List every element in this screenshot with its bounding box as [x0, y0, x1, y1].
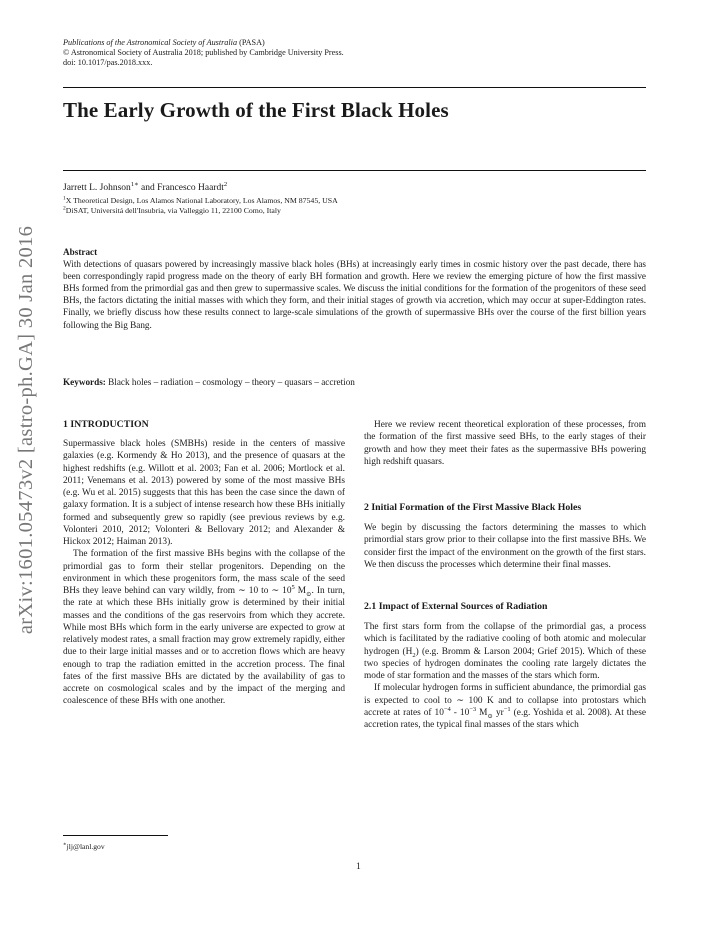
author-2-marks: 2 [223, 180, 228, 188]
arxiv-stamp: arXiv:1601.05473v2 [astro-ph.GA] 30 Jan 2016 [15, 225, 37, 635]
footnote-rule [63, 835, 168, 836]
journal-header [63, 38, 344, 68]
journal-name: Publications of the Astronomical Society of Australia [63, 38, 238, 47]
paper-title: The Early Growth of the First Black Holes [63, 98, 449, 122]
copyright-line: © Astronomical Society of Australia 2018; published by Cambridge University Press. [63, 48, 344, 57]
affiliations [63, 196, 338, 215]
footnote [63, 842, 105, 851]
keywords [63, 377, 646, 387]
right-column [364, 419, 646, 731]
keywords-label: Keywords: [63, 377, 106, 387]
section-2-paragraph: We begin by discussing the factors determining the masses to which primordial stars grow prior to their collapse into the first massive BHs. We consider first the impact of the environment on the growth of the first stars. We then discuss the processes which determine their final masses. [364, 523, 646, 570]
author-1-marks: 1∗ [130, 180, 139, 188]
keywords-text: Black holes – radiation – cosmology – theory – quasars – accretion [105, 377, 355, 387]
abstract [63, 246, 646, 331]
top-rule [63, 87, 646, 88]
title-rule [63, 170, 646, 171]
affiliation-1: $^1$X Theoretical Design, Los Alamos National Laboratory, Los Alamos, NM 87545, USA [63, 195, 338, 205]
abstract-heading: Abstract [63, 247, 98, 257]
intro-paragraph-2: The formation of the first massive BHs begins with the collapse of the primordial gas to form their stellar progenitors. Depending on the environment in which these progenitors form, the mass scale of the seed BHs they leave behind can vary wildly, from ∼ 10 to ∼ $10^5$ $M_⊙$. In turn, the rate at which these BHs initially grow is determined by their initial masses and the conditions of the gas reservoirs from which they accrete. While most BHs which form in the early universe are expected to grow at relatively modest rates, a small fraction may grow extremely rapidly, either due to their large initial masses and or to accretion flows which are heavy enough to trap the radiation emitted in the accretion process. The final fates of the first massive BHs are dictated by the availability of gas to accrete on cosmological scales and by the impact of the merging and coalescence of these BHs with one another. [63, 549, 346, 707]
author-2: and Francesco Haardt [138, 183, 224, 193]
section-2-1-paragraph-2: If molecular hydrogen forms in sufficient abundance, the primordial gas is expected to cool to ∼ 100 K and to collapse into protostars which accrete at rates of $10^{-4} - 10^{-3}$ $M_⊙$ $yr^{-1}$ (e.g. Yoshida et al. 2008). At these accretion rates, the typical final masses of the stars which [364, 683, 646, 730]
review-paragraph: Here we review recent theoretical exploration of these processes, from the formation of the first massive seed BHs, to the early stages of their growth and how they meet their fates as the supermassive BHs powering high redshift quasars. [364, 420, 646, 467]
journal-abbr: (PASA) [237, 38, 265, 47]
author-list [63, 182, 227, 194]
footnote-mark: ∗ [63, 841, 67, 848]
section-1-heading: 1 INTRODUCTION [63, 419, 149, 430]
section-2-1-paragraph-1: The first stars form from the collapse of the primordial gas, a process which is facilitated by the radiative cooling of both atomic and molecular hydrogen $(H_2)$ (e.g. Bromm & Larson 2004; Grief 2015). Which of these two species of hydrogen dominates the cooling rate largely dictates the mode of star formation and the masses of the stars which form. [364, 622, 646, 681]
affiliation-2: $^2$DiSAT, Universitá dell'Insubria, via Valleggio 11, 22100 Como, Italy [63, 205, 281, 215]
section-2-heading: 2 Initial Formation of the First Massive Black Holes [364, 502, 582, 513]
intro-paragraph-1: Supermassive black holes (SMBHs) reside in the centers of massive galaxies (e.g. Kormendy & Ho 2013), and the presence of quasars at the highest redshifts (e.g. Willott et al. 2003; Fan et al. 2006; Mortlock et al. 2011; Venemans et al. 2013) powered by some of the most massive BHs (e.g. Wu et al. 2015) suggests that this has been the case since the dawn of galaxy formation. It is a subject of intense research how these BHs initially formed and subsequently grew so rapidly (see previous reviews by e.g. Volonteri 2010, 2012; Volonteri & Bellovary 2012; and Alexander & Hickox 2012; Haiman 2013). [63, 439, 345, 547]
author-1: Jarrett L. Johnson [63, 183, 131, 193]
doi-line: doi: 10.1017/pas.2018.xxx. [63, 58, 153, 67]
page-number: 1 [356, 862, 361, 872]
footnote-email: jlj@lanl.gov [66, 842, 105, 851]
abstract-text: With detections of quasars powered by increasingly massive black holes (BHs) at increasingly early times in cosmic history over the past decade, there has been correspondingly rapid progress made on the theory of early BH formation and growth. Here we review the emerging picture of how the first massive BHs formed from the primordial gas and then grew to supermassive scales. We discuss the initial conditions for the formation of the progenitors of these seed BHs, the factors dictating the initial masses with which they form, and their initial stages of growth via accretion, which may occur at super-Eddington rates. Finally, we briefly discuss how these results connect to large-scale simulations of the growth of supermassive BHs over the course of the first billion years following the Big Bang. [63, 259, 646, 330]
left-column [63, 419, 345, 708]
section-2-1-heading: 2.1 Impact of External Sources of Radiation [364, 601, 548, 612]
